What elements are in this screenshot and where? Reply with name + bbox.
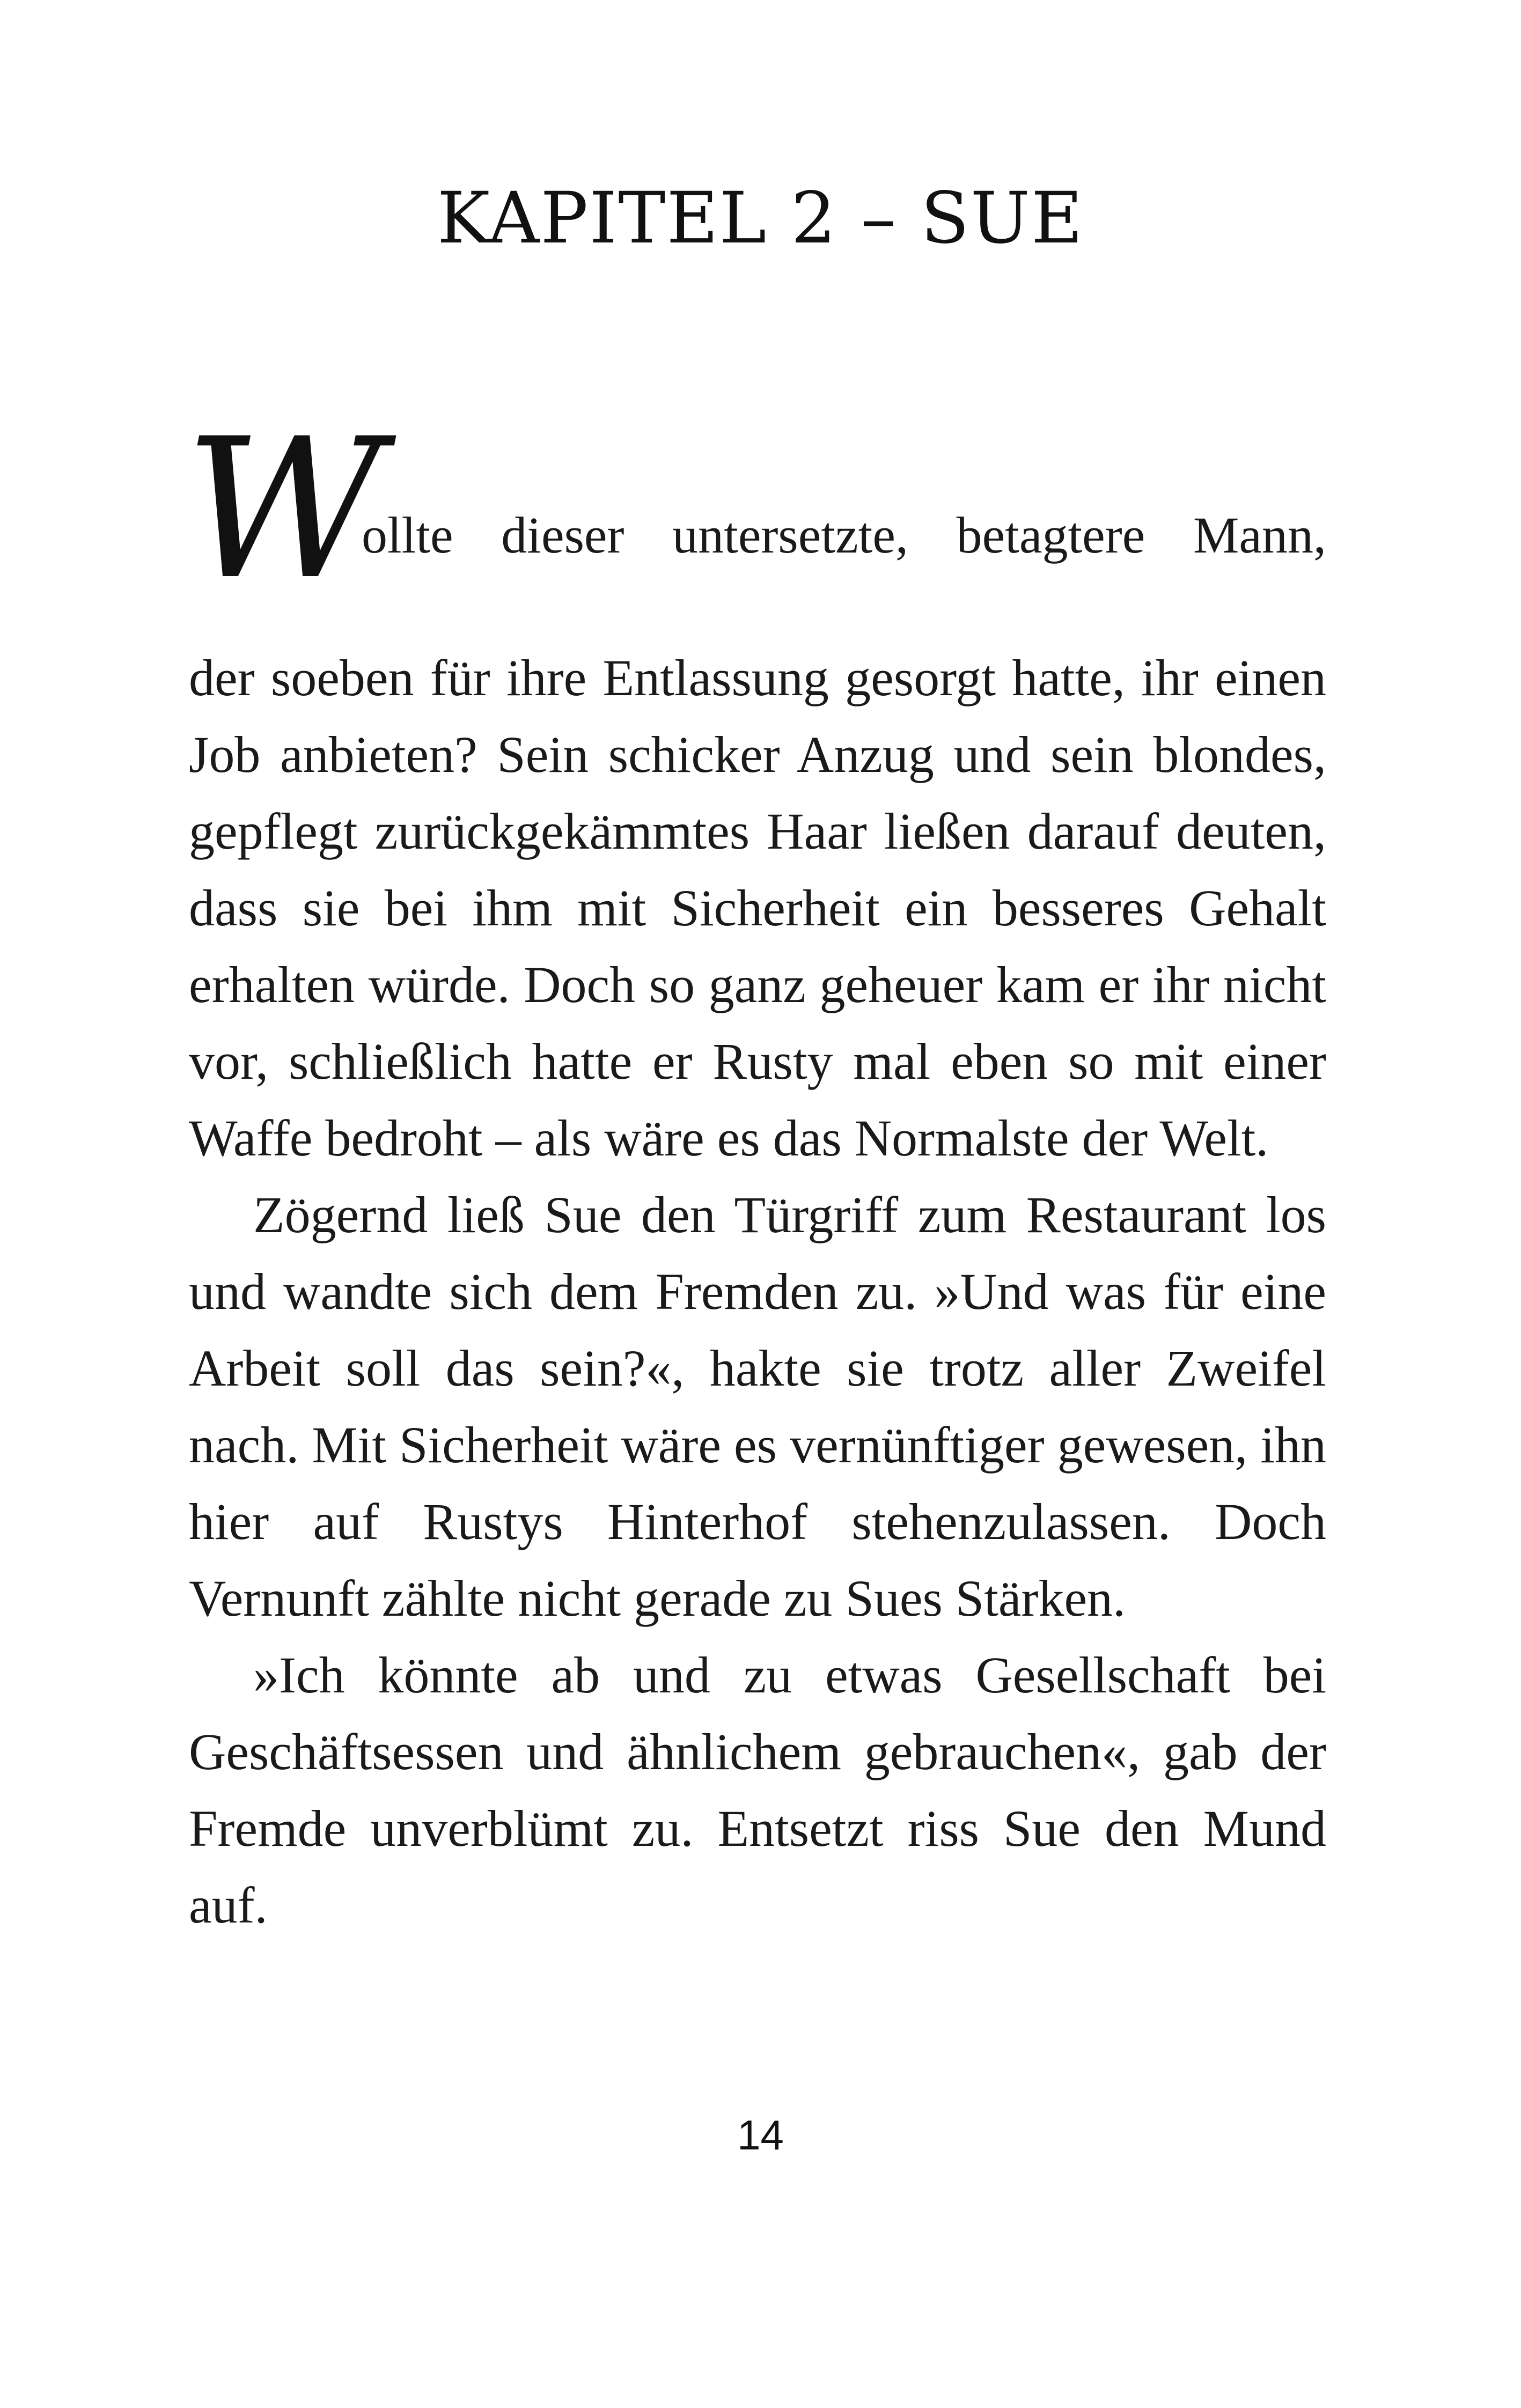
page-number: 14 (737, 2111, 784, 2159)
chapter-body (185, 386, 1326, 1943)
paragraph-1: der soeben für ihre Entlassung gesorgt hatte, ihr einen Job anbieten? Sein schicker Anzug und sein blondes, gepflegt zurückgekämmtes Haar ließen darauf deuten, dass sie bei ihm mit Sicherheit ein besseres Gehalt erhalten würde. Doch so ganz geheuer kam er ihr nicht vor, schließlich hatte er Rusty mal eben so mit einer Waffe bedroht – als wäre es das Normalste der Welt. (189, 649, 1326, 1167)
paragraph-3: »Ich könnte ab und zu etwas Gesellschaft bei Geschäftsessen und ähnlichem gebrauchen«, gab der Fremde unverblümt zu. Entsetzt riss Sue den Mund auf. (189, 1646, 1326, 1934)
opening-line-text (362, 506, 1326, 564)
opening-line (185, 386, 1326, 622)
opening-line-words: ollte dieser untersetzte, betagtere Mann, (362, 506, 1326, 564)
paragraph-2: Zögernd ließ Sue den Türgriff zum Restaurant los und wandte sich dem Fremden zu. »Und was für eine Arbeit soll das sein?«, hakte sie trotz aller Zweifel nach. Mit Sicherheit wäre es vernünftiger gewesen, ihn hier auf Rustys Hinterhof stehenzulassen. Doch Vernunft zählte nicht gerade zu Sues Stärken. (189, 1186, 1326, 1627)
chapter-title: KAPITEL 2 – SUE (437, 177, 1084, 260)
drop-cap-initial: W (185, 397, 384, 622)
